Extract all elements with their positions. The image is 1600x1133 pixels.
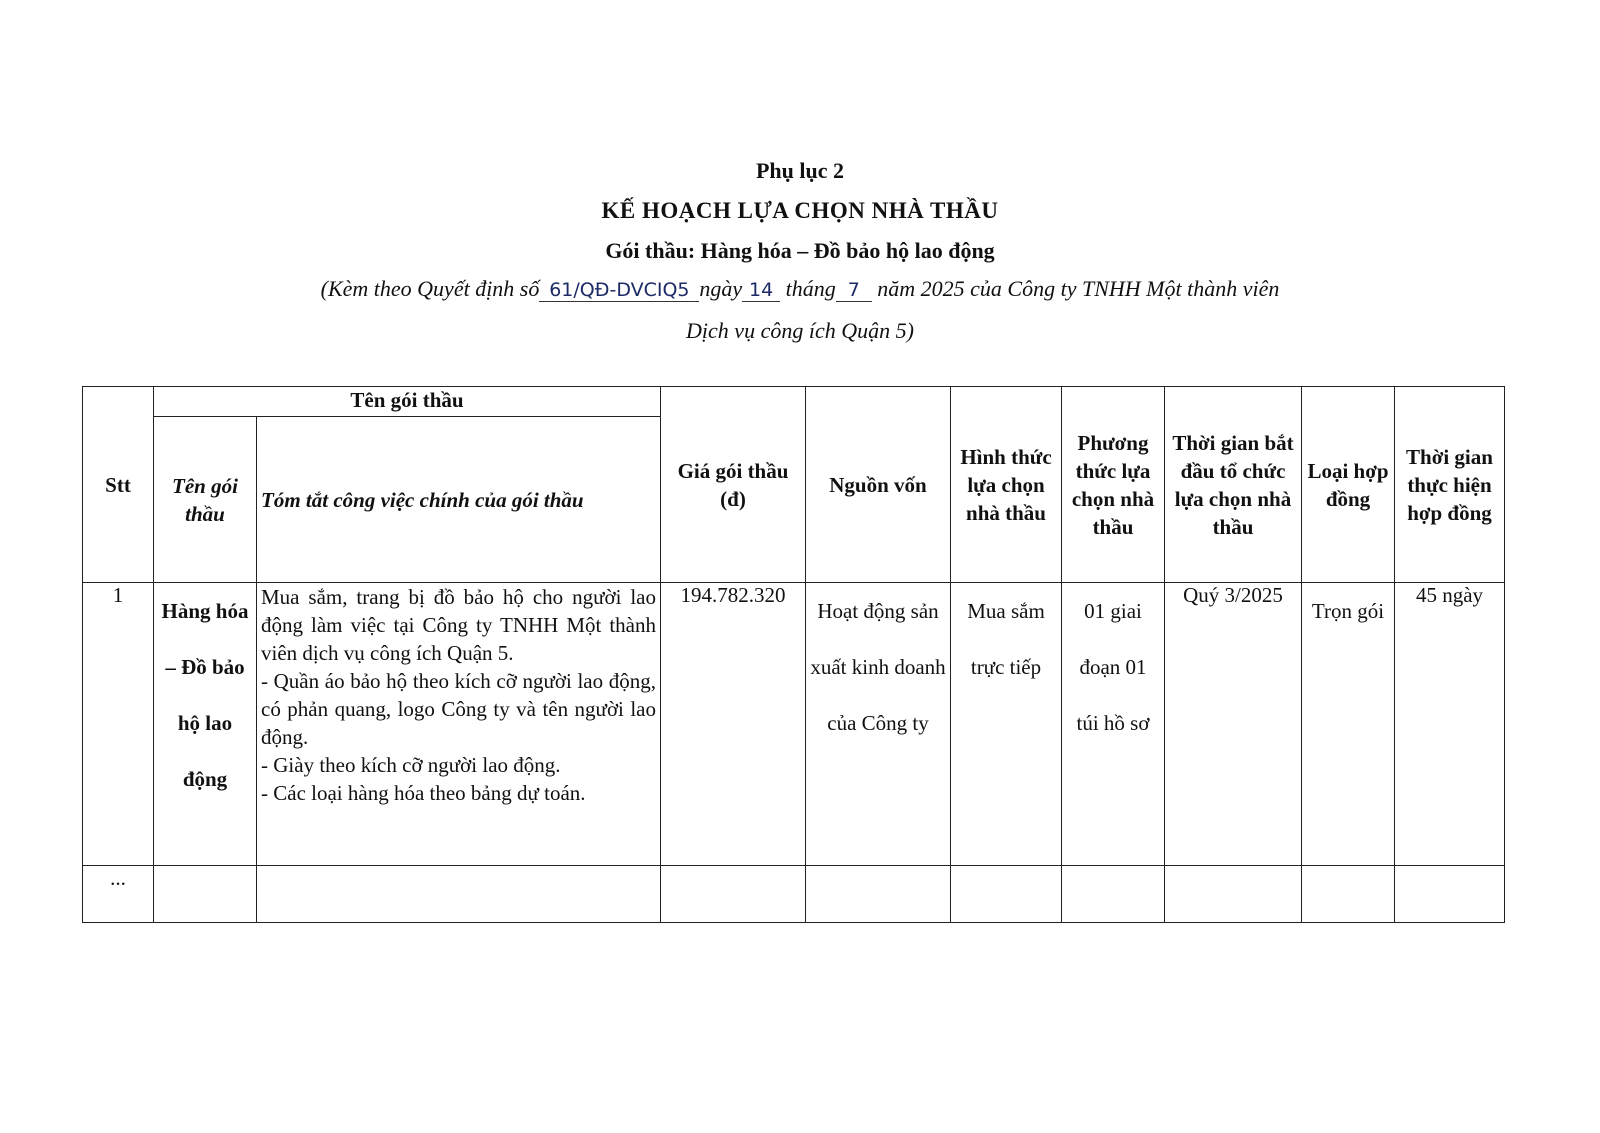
cell-empty <box>154 866 257 923</box>
cell-empty <box>951 866 1062 923</box>
decision-number-field: 61/QĐ-DVCIQ5 <box>539 279 699 302</box>
header-package-name: Tên gói thầu <box>154 417 257 583</box>
cell-empty <box>1165 866 1302 923</box>
package-subtitle: Gói thầu: Hàng hóa – Đồ bảo hộ lao động <box>605 238 995 263</box>
cell-start-time: Quý 3/2025 <box>1165 583 1302 866</box>
table-row <box>83 583 1505 866</box>
cell-stt: 1 <box>83 583 154 866</box>
header-selection-form: Hình thức lựa chọn nhà thầu <box>951 387 1062 583</box>
attachment-line-2: Dịch vụ công ích Quận 5) <box>686 318 914 343</box>
attach-suffix: năm 2025 của Công ty TNHH Một thành viên <box>877 276 1280 301</box>
cell-stt: ... <box>83 866 154 923</box>
cell-empty <box>1302 866 1395 923</box>
cell-price: 194.782.320 <box>661 583 806 866</box>
cell-package-name: Hàng hóa – Đồ bảo hộ lao động <box>154 583 257 866</box>
attach-day-label: ngày <box>699 276 743 301</box>
header-price: Giá gói thầu (đ) <box>661 387 806 583</box>
header-selection-method: Phương thức lựa chọn nhà thầu <box>1062 387 1165 583</box>
decision-month-field: 7 <box>836 279 872 302</box>
cell-empty <box>661 866 806 923</box>
header-row <box>83 387 1505 417</box>
cell-empty <box>806 866 951 923</box>
cell-duration: 45 ngày <box>1395 583 1505 866</box>
summary-line: Mua sắm, trang bị đồ bảo hộ cho người lao động làm việc tại Công ty TNHH Một thành viên dịch vụ công ích Quận 5. <box>261 585 656 665</box>
cell-selection-form: Mua sắm trực tiếp <box>951 583 1062 866</box>
table-row <box>83 866 1505 923</box>
cell-empty <box>1062 866 1165 923</box>
header-duration: Thời gian thực hiện hợp đồng <box>1395 387 1505 583</box>
header-stt: Stt <box>83 387 154 583</box>
attach-month-label: tháng <box>785 276 836 301</box>
cell-funding: Hoạt động sản xuất kinh doanh của Công ty <box>806 583 951 866</box>
contractor-plan-table <box>82 386 1505 923</box>
header-package-group: Tên gói thầu <box>154 387 661 417</box>
attach-prefix: (Kèm theo Quyết định số <box>320 276 540 301</box>
cell-empty <box>257 866 661 923</box>
header-contract-type: Loại hợp đồng <box>1302 387 1395 583</box>
summary-line: - Quần áo bảo hộ theo kích cỡ người lao động, có phản quang, logo Công ty và tên người lao động. <box>261 669 656 749</box>
cell-selection-method: 01 giai đoạn 01 túi hồ sơ <box>1062 583 1165 866</box>
cell-summary <box>257 583 661 866</box>
cell-empty <box>1395 866 1505 923</box>
header-start-time: Thời gian bắt đầu tổ chức lựa chọn nhà thầu <box>1165 387 1302 583</box>
attachment-line <box>0 276 1600 302</box>
decision-day-field: 14 <box>742 279 780 302</box>
cell-contract-type: Trọn gói <box>1302 583 1395 866</box>
header-summary: Tóm tắt công việc chính của gói thầu <box>257 417 661 583</box>
summary-line: - Giày theo kích cỡ người lao động. <box>261 753 561 777</box>
document-title: KẾ HOẠCH LỰA CHỌN NHÀ THẦU <box>601 198 999 223</box>
summary-line: - Các loại hàng hóa theo bảng dự toán. <box>261 781 586 805</box>
header-funding: Nguồn vốn <box>806 387 951 583</box>
appendix-label: Phụ lục 2 <box>755 158 845 183</box>
